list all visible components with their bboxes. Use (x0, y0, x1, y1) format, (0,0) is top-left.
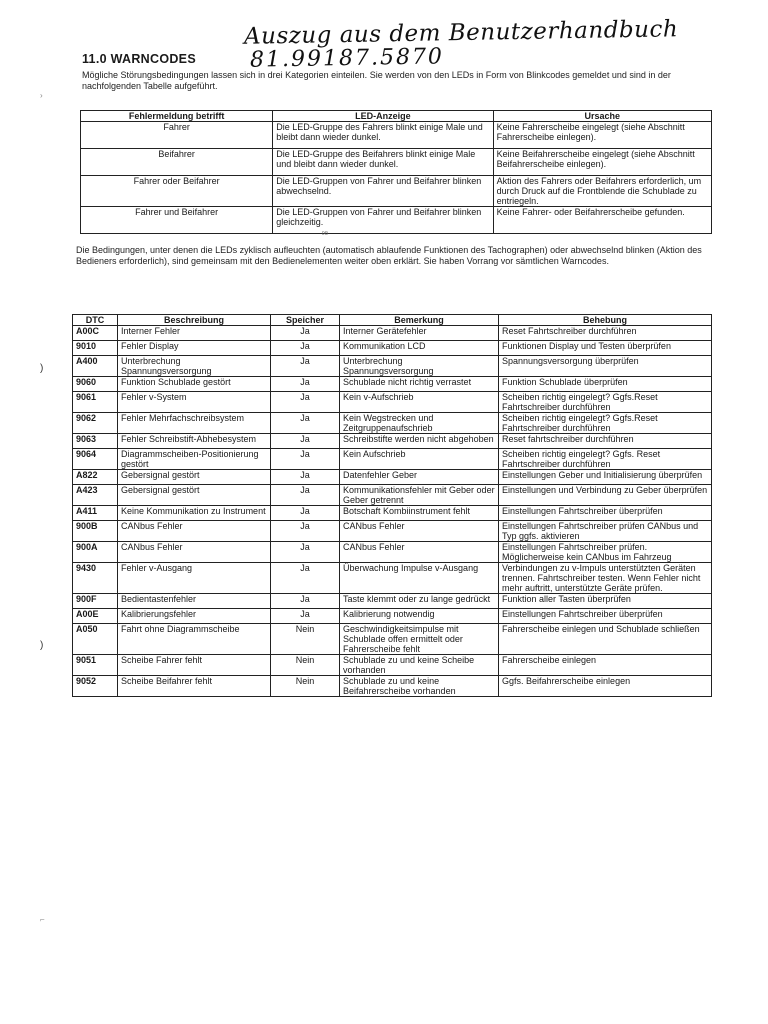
dtc-cell-description: Bedientastenfehler (118, 594, 271, 609)
led-header-fault: Fehlermeldung betrifft (81, 111, 273, 122)
dtc-cell-memory: Ja (271, 470, 340, 485)
table-row (73, 594, 712, 609)
dtc-cell-code: 9061 (73, 392, 118, 413)
scan-mark: ᴰᴱᴵ (322, 232, 329, 238)
dtc-cell-description: Fehler Display (118, 341, 271, 356)
dtc-cell-description: Scheibe Fahrer fehlt (118, 655, 271, 676)
dtc-header-remark: Bemerkung (340, 315, 499, 326)
dtc-cell-remark: Botschaft Kombiinstrument fehlt (340, 506, 499, 521)
section-heading: 11.0 WARNCODES (82, 52, 196, 66)
table-row (81, 122, 712, 149)
dtc-cell-description: Fahrt ohne Diagrammscheibe (118, 624, 271, 655)
dtc-cell-remark: Kommunikation LCD (340, 341, 499, 356)
table-row (73, 542, 712, 563)
dtc-cell-remedy: Scheiben richtig eingelegt? Ggfs.Reset Fahrtschreiber durchführen (499, 392, 712, 413)
dtc-cell-remedy: Einstellungen Fahrtschreiber überprüfen (499, 506, 712, 521)
dtc-cell-remark: Unterbrechung Spannungsversorgung (340, 356, 499, 377)
dtc-cell-code: 9010 (73, 341, 118, 356)
table-row (73, 485, 712, 506)
dtc-cell-description: Gebersignal gestört (118, 485, 271, 506)
dtc-cell-description: Keine Kommunikation zu Instrument (118, 506, 271, 521)
dtc-cell-description: Fehler v-Ausgang (118, 563, 271, 594)
dtc-cell-remedy: Fahrerscheibe einlegen (499, 655, 712, 676)
dtc-cell-remark: Taste klemmt oder zu lange gedrückt (340, 594, 499, 609)
dtc-cell-description: Fehler v-System (118, 392, 271, 413)
dtc-cell-description: CANbus Fehler (118, 521, 271, 542)
table-row (73, 377, 712, 392)
dtc-cell-remedy: Scheiben richtig eingelegt? Ggfs.Reset Fahrtschreiber durchführen (499, 413, 712, 434)
table-row (73, 356, 712, 377)
led-cell-fault: Fahrer oder Beifahrer (81, 176, 273, 207)
dtc-cell-remark: Schublade zu und keine Scheibe vorhanden (340, 655, 499, 676)
table-row (73, 521, 712, 542)
dtc-cell-memory: Ja (271, 609, 340, 624)
dtc-cell-remark: Kommunikationsfehler mit Geber oder Geber getrennt (340, 485, 499, 506)
led-cell-cause: Aktion des Fahrers oder Beifahrers erforderlich, um durch Druck auf die Frontblende die Schublade zu entriegeln. (493, 176, 711, 207)
dtc-cell-description: Funktion Schublade gestört (118, 377, 271, 392)
dtc-cell-description: CANbus Fehler (118, 542, 271, 563)
dtc-cell-remark: Überwachung Impulse v-Ausgang (340, 563, 499, 594)
dtc-cell-remedy: Einstellungen Fahrtschreiber prüfen CANbus und Typ ggfs. aktivieren (499, 521, 712, 542)
dtc-cell-remark: CANbus Fehler (340, 542, 499, 563)
led-table-header-row (81, 111, 712, 122)
dtc-header-memory: Speicher (271, 315, 340, 326)
dtc-cell-memory: Ja (271, 341, 340, 356)
table-row (81, 176, 712, 207)
table-row (73, 434, 712, 449)
dtc-cell-code: A822 (73, 470, 118, 485)
dtc-table-body (73, 326, 712, 697)
dtc-cell-remedy: Einstellungen Fahrtschreiber prüfen. Möglicherweise kein CANbus im Fahrzeug (499, 542, 712, 563)
margin-mark: › (40, 91, 43, 100)
dtc-cell-code: 9051 (73, 655, 118, 676)
dtc-cell-description: Fehler Schreibstift-Abhebesystem (118, 434, 271, 449)
dtc-cell-remark: Schublade zu und keine Beifahrerscheibe vorhanden (340, 676, 499, 697)
table-row (81, 149, 712, 176)
led-cell-cause: Keine Beifahrerscheibe eingelegt (siehe Abschnitt Beifahrerscheibe einlegen). (493, 149, 711, 176)
margin-mark: ) (40, 640, 44, 651)
dtc-cell-memory: Ja (271, 449, 340, 470)
table-row (73, 470, 712, 485)
dtc-cell-description: Scheibe Beifahrer fehlt (118, 676, 271, 697)
dtc-cell-description: Kalibrierungsfehler (118, 609, 271, 624)
table-row (73, 506, 712, 521)
dtc-cell-description: Unterbrechung Spannungsversorgung (118, 356, 271, 377)
table-row (81, 207, 712, 234)
led-cell-cause: Keine Fahrer- oder Beifahrerscheibe gefunden. (493, 207, 711, 234)
dtc-cell-remedy: Fahrerscheibe einlegen und Schublade schließen (499, 624, 712, 655)
dtc-cell-memory: Ja (271, 563, 340, 594)
dtc-cell-memory: Ja (271, 594, 340, 609)
dtc-table (72, 314, 712, 697)
table-row (73, 563, 712, 594)
conditions-paragraph: Die Bedingungen, unter denen die LEDs zyklisch aufleuchten (automatisch ablaufende Funktionen des Tachographen) oder abwechselnd blinken (Aktion des Bedieners erforderlich), sind gemeinsam mit den Bedienelementen weiter oben erklärt. Sie haben Vorrang vor sämtlichen Warncodes. (76, 245, 702, 266)
dtc-cell-code: 9062 (73, 413, 118, 434)
dtc-cell-code: 9430 (73, 563, 118, 594)
dtc-cell-remedy: Ggfs. Beifahrerscheibe einlegen (499, 676, 712, 697)
dtc-cell-code: 9052 (73, 676, 118, 697)
dtc-header-description: Beschreibung (118, 315, 271, 326)
dtc-cell-remark: Kein Wegstrecken und Zeitgruppenaufschrieb (340, 413, 499, 434)
dtc-cell-remedy: Verbindungen zu v-Impuls unterstützten Geräten trennen. Fahrtschreiber testen. Wenn Fehler nicht mehr auftritt, unterstützte Geräte prüfen. (499, 563, 712, 594)
dtc-cell-remedy: Reset fahrtschreiber durchführen (499, 434, 712, 449)
table-row (73, 609, 712, 624)
dtc-cell-memory: Ja (271, 506, 340, 521)
table-row (73, 341, 712, 356)
table-row (73, 655, 712, 676)
dtc-cell-memory: Nein (271, 655, 340, 676)
dtc-cell-code: A00E (73, 609, 118, 624)
dtc-header-code: DTC (73, 315, 118, 326)
led-cell-display: Die LED-Gruppen von Fahrer und Beifahrer blinken abwechselnd. (273, 176, 493, 207)
dtc-cell-memory: Ja (271, 521, 340, 542)
handwritten-number: 81.99187.5870 (249, 44, 445, 73)
dtc-cell-remedy: Funktion aller Tasten überprüfen (499, 594, 712, 609)
dtc-cell-code: 900B (73, 521, 118, 542)
led-status-table (80, 110, 712, 234)
led-header-cause: Ursache (493, 111, 711, 122)
dtc-cell-remedy: Funktion Schublade überprüfen (499, 377, 712, 392)
table-row (73, 449, 712, 470)
dtc-cell-code: A423 (73, 485, 118, 506)
dtc-cell-memory: Ja (271, 542, 340, 563)
led-cell-display: Die LED-Gruppen von Fahrer und Beifahrer blinken gleichzeitig. (273, 207, 493, 234)
table-row (73, 392, 712, 413)
table-row (73, 326, 712, 341)
led-cell-fault: Beifahrer (81, 149, 273, 176)
dtc-cell-code: A050 (73, 624, 118, 655)
dtc-cell-remedy: Spannungsversorgung überprüfen (499, 356, 712, 377)
dtc-cell-code: 900A (73, 542, 118, 563)
led-cell-display: Die LED-Gruppe des Fahrers blinkt einige Male und bleibt dann wieder dunkel. (273, 122, 493, 149)
dtc-cell-remark: Interner Gerätefehler (340, 326, 499, 341)
dtc-cell-memory: Ja (271, 485, 340, 506)
dtc-cell-description: Diagrammscheiben-Positionierung gestört (118, 449, 271, 470)
led-cell-fault: Fahrer (81, 122, 273, 149)
margin-mark: ) (40, 363, 44, 374)
handwritten-title: Auszug aus dem Benutzerhandbuch (243, 16, 679, 50)
dtc-cell-memory: Ja (271, 413, 340, 434)
dtc-cell-code: 9060 (73, 377, 118, 392)
dtc-cell-code: A411 (73, 506, 118, 521)
dtc-cell-code: 9063 (73, 434, 118, 449)
led-cell-display: Die LED-Gruppe des Beifahrers blinkt einige Male und bleibt dann wieder dunkel. (273, 149, 493, 176)
dtc-cell-remark: Datenfehler Geber (340, 470, 499, 485)
dtc-cell-remark: CANbus Fehler (340, 521, 499, 542)
dtc-cell-description: Fehler Mehrfachschreibsystem (118, 413, 271, 434)
dtc-cell-remedy: Einstellungen Geber und Initialisierung überprüfen (499, 470, 712, 485)
led-cell-cause: Keine Fahrerscheibe eingelegt (siehe Abschnitt Fahrerscheibe einlegen). (493, 122, 711, 149)
dtc-cell-description: Interner Fehler (118, 326, 271, 341)
dtc-table-header-row (73, 315, 712, 326)
margin-mark: ⌐ (40, 915, 45, 924)
dtc-cell-memory: Ja (271, 326, 340, 341)
table-row (73, 413, 712, 434)
dtc-cell-memory: Ja (271, 377, 340, 392)
dtc-cell-code: 900F (73, 594, 118, 609)
dtc-cell-remedy: Einstellungen Fahrtschreiber überprüfen (499, 609, 712, 624)
dtc-cell-code: A400 (73, 356, 118, 377)
dtc-cell-remark: Kein v-Aufschrieb (340, 392, 499, 413)
dtc-header-remedy: Behebung (499, 315, 712, 326)
led-header-display: LED-Anzeige (273, 111, 493, 122)
dtc-cell-memory: Ja (271, 434, 340, 449)
dtc-cell-code: 9064 (73, 449, 118, 470)
dtc-cell-memory: Ja (271, 392, 340, 413)
dtc-cell-remark: Kein Aufschrieb (340, 449, 499, 470)
dtc-cell-remark: Schublade nicht richtig verrastet (340, 377, 499, 392)
intro-paragraph: Mögliche Störungsbedingungen lassen sich in drei Kategorien einteilen. Sie werden von den LEDs in Form von Blinkcodes gemeldet und sind in der nachfolgenden Tabelle aufgeführt. (82, 70, 671, 91)
dtc-cell-remark: Geschwindigkeitsimpulse mit Schublade offen ermittelt oder Fahrerscheibe fehlt (340, 624, 499, 655)
dtc-cell-memory: Nein (271, 676, 340, 697)
dtc-cell-remedy: Einstellungen und Verbindung zu Geber überprüfen (499, 485, 712, 506)
dtc-cell-remedy: Reset Fahrtschreiber durchführen (499, 326, 712, 341)
dtc-cell-remark: Kalibrierung notwendig (340, 609, 499, 624)
dtc-cell-remark: Schreibstifte werden nicht abgehoben (340, 434, 499, 449)
dtc-cell-remedy: Funktionen Display und Testen überprüfen (499, 341, 712, 356)
table-row (73, 676, 712, 697)
led-cell-fault: Fahrer und Beifahrer (81, 207, 273, 234)
dtc-cell-code: A00C (73, 326, 118, 341)
dtc-cell-description: Gebersignal gestört (118, 470, 271, 485)
table-row (73, 624, 712, 655)
dtc-cell-memory: Ja (271, 356, 340, 377)
dtc-cell-memory: Nein (271, 624, 340, 655)
dtc-cell-remedy: Scheiben richtig eingelegt? Ggfs. Reset Fahrtschreiber durchführen (499, 449, 712, 470)
